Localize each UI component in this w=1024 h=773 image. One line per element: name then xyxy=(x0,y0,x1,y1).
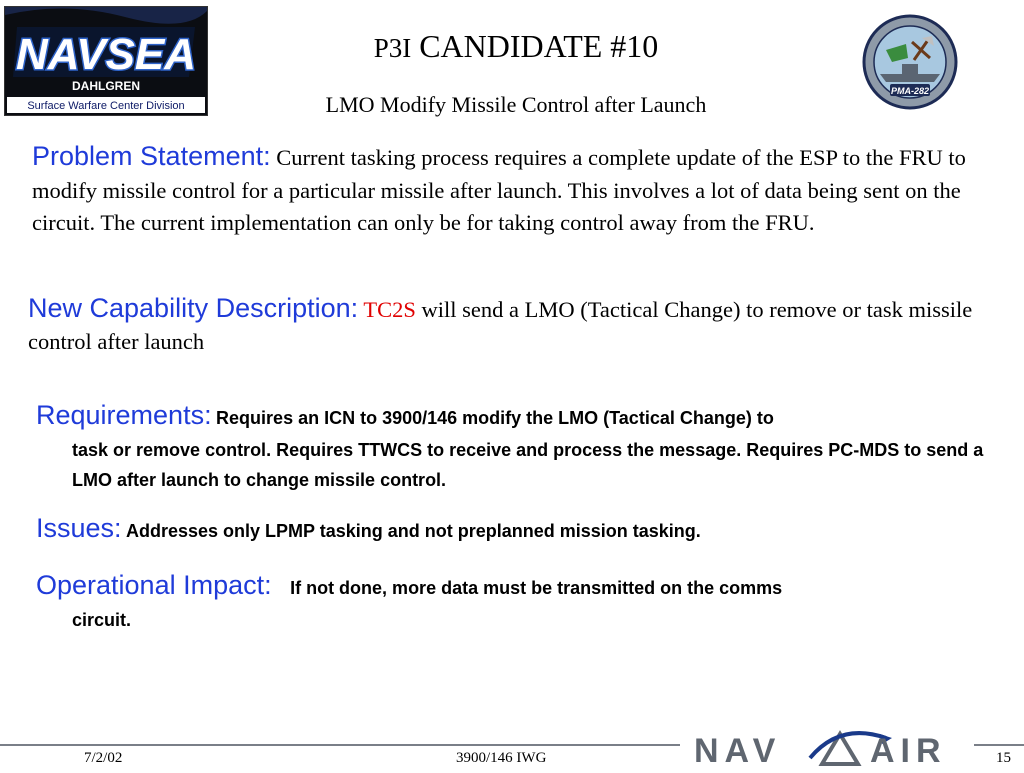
operational-impact-rest: circuit. xyxy=(72,610,132,630)
problem-statement xyxy=(32,140,1004,240)
problem-statement-text: Current tasking process requires a complete update of the ESP to the FRU to modify missile control for a particular missile after launch. This involves a lot of data being sent on the circuit. The current implementation can only be for taking control away from the FRU. xyxy=(32,145,966,235)
issues-label: Issues: xyxy=(36,513,122,543)
operational-impact-label: Operational Impact: xyxy=(36,570,272,600)
new-capability-label: New Capability Description: xyxy=(28,293,359,323)
requirements-label: Requirements: xyxy=(36,400,212,430)
navsea-division: Surface Warfare Center Division xyxy=(27,100,185,112)
title-prefix: P3I xyxy=(373,33,412,63)
page-subtitle: LMO Modify Missile Control after Launch xyxy=(325,92,707,117)
navair-logo xyxy=(690,728,972,768)
operational-impact-line1: If not done, more data must be transmitted on the comms xyxy=(290,578,783,598)
page-title xyxy=(236,26,796,68)
footer-date: 7/2/02 xyxy=(84,750,123,766)
navsea-logo xyxy=(4,6,208,116)
page-number: 15 xyxy=(996,750,1011,766)
footer-divider xyxy=(0,744,680,746)
new-capability-description xyxy=(28,292,988,358)
requirements-line1: Requires an ICN to 3900/146 modify the LMO (Tactical Change) to xyxy=(216,408,774,428)
navair-nav: NAV xyxy=(694,732,782,768)
requirements-rest: task or remove control. Requires TTWCS to receive and process the message. Requires PC-MDS to send a LMO after launch to change missile control. xyxy=(72,440,984,490)
title-main: CANDIDATE #10 xyxy=(419,28,659,64)
operational-impact xyxy=(36,568,996,633)
new-capability-text: will send a LMO (Tactical Change) to remove or task missile control after launch xyxy=(28,297,973,354)
issues-text: Addresses only LPMP tasking and not preplanned mission tasking. xyxy=(126,521,701,541)
footer-divider-right xyxy=(974,744,1024,746)
requirements xyxy=(36,400,996,495)
new-capability-highlight: TC2S xyxy=(363,297,416,322)
navair-air: AIR xyxy=(870,732,947,768)
issues xyxy=(36,512,996,549)
footer-meeting: 3900/146 IWG xyxy=(456,750,547,766)
navsea-dahlgren: DAHLGREN xyxy=(72,79,140,93)
pma-label: PMA-282 xyxy=(890,86,930,96)
problem-statement-label: Problem Statement: xyxy=(32,141,271,171)
pma-282-seal xyxy=(862,14,958,110)
navsea-wordmark: NAVSEA xyxy=(15,30,197,79)
